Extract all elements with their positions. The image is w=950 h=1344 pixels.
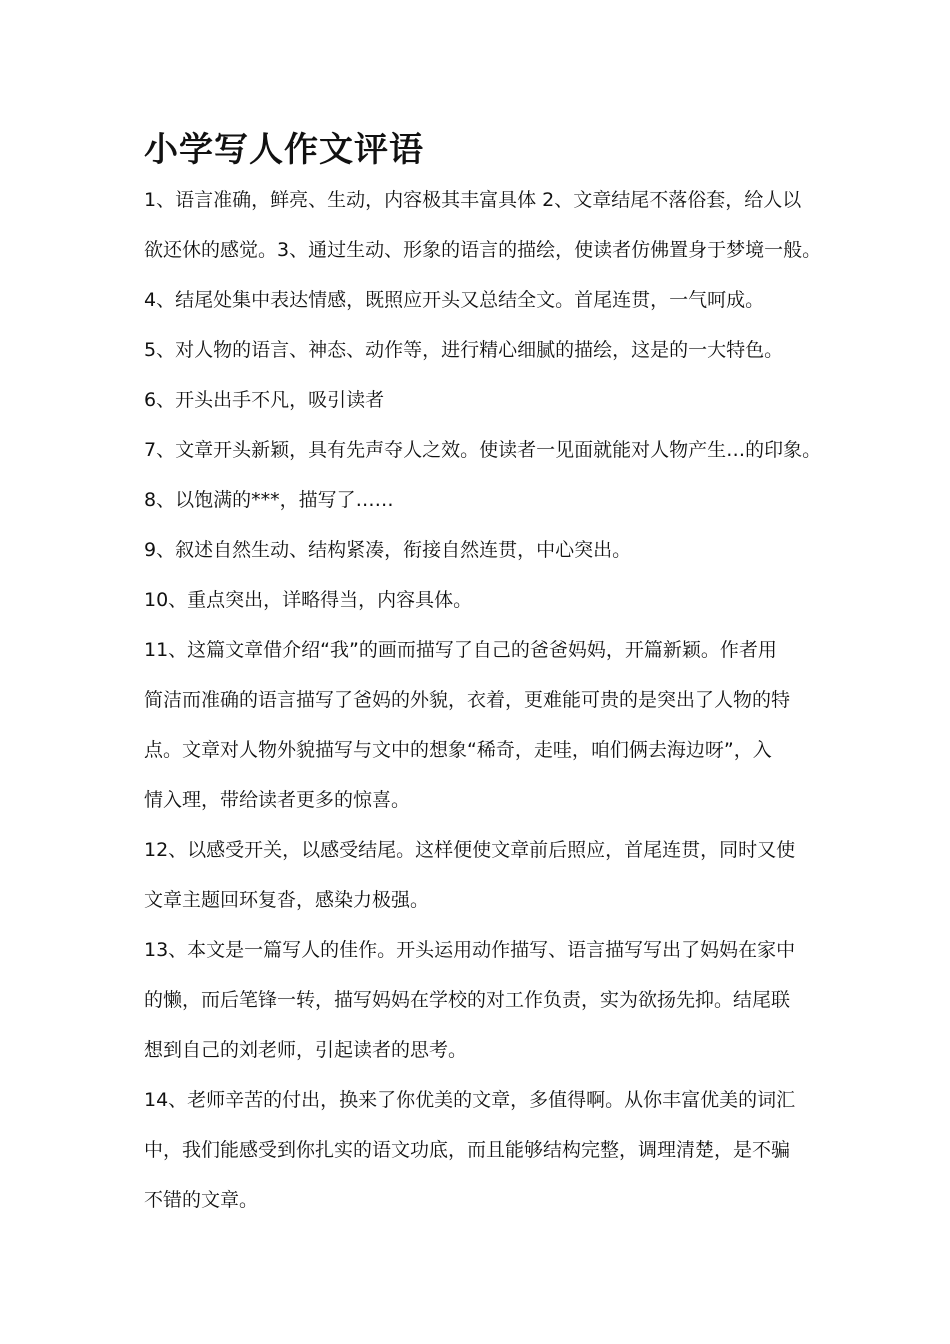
text-line: 9、叙述自然生动、结构紧凑，衔接自然连贯，中心突出。 (144, 539, 632, 561)
text-line: 欲还休的感觉。3、通过生动、形象的语言的描绘，使读者仿佛置身于梦境一般。 (144, 239, 822, 261)
text-line: 不错的文章。 (144, 1189, 259, 1211)
text-line: 11、这篇文章借介绍“我”的画而描写了自己的爸爸妈妈，开篇新颖。作者用 (144, 639, 777, 661)
text-line: 4、结尾处集中表达情感，既照应开头又总结全文。首尾连贯，一气呵成。 (144, 289, 765, 311)
text-line: 12、以感受开关，以感受结尾。这样便使文章前后照应，首尾连贯，同时又使 (144, 839, 796, 861)
text-line: 13、本文是一篇写人的佳作。开头运用动作描写、语言描写写出了妈妈在家中 (144, 939, 796, 961)
text-line: 5、对人物的语言、神态、动作等，进行精心细腻的描绘，这是的一大特色。 (144, 339, 784, 361)
text-line: 14、老师辛苦的付出，换来了你优美的文章，多值得啊。从你丰富优美的词汇 (144, 1089, 796, 1111)
text-line: 8、以饱满的***，描写了…… (144, 489, 394, 511)
text-line: 情入理，带给读者更多的惊喜。 (144, 789, 411, 811)
text-line: 的懒，而后笔锋一转，描写妈妈在学校的对工作负责，实为欲扬先抑。结尾联 (144, 989, 791, 1011)
text-line: 6、开头出手不凡，吸引读者 (144, 389, 385, 411)
text-line: 想到自己的刘老师，引起读者的思考。 (144, 1039, 468, 1061)
text-line: 中，我们能感受到你扎实的语文功底，而且能够结构完整，调理清楚，是不骗 (144, 1139, 791, 1161)
text-line: 文章主题回环复沓，感染力极强。 (144, 889, 430, 911)
document-title: 小学写人作文评语 (144, 130, 424, 170)
text-line: 1、语言准确，鲜亮、生动，内容极其丰富具体 2、文章结尾不落俗套，给人以 (144, 189, 802, 211)
text-line: 7、文章开头新颖，具有先声夺人之效。使读者一见面就能对人物产生…的印象。 (144, 439, 822, 461)
text-line: 简洁而准确的语言描写了爸妈的外貌，衣着，更难能可贵的是突出了人物的特 (144, 689, 791, 711)
text-line: 点。文章对人物外貌描写与文中的想象“稀奇，走哇，咱们俩去海边呀”，入 (144, 739, 772, 761)
text-line: 10、重点突出，详略得当，内容具体。 (144, 589, 473, 611)
